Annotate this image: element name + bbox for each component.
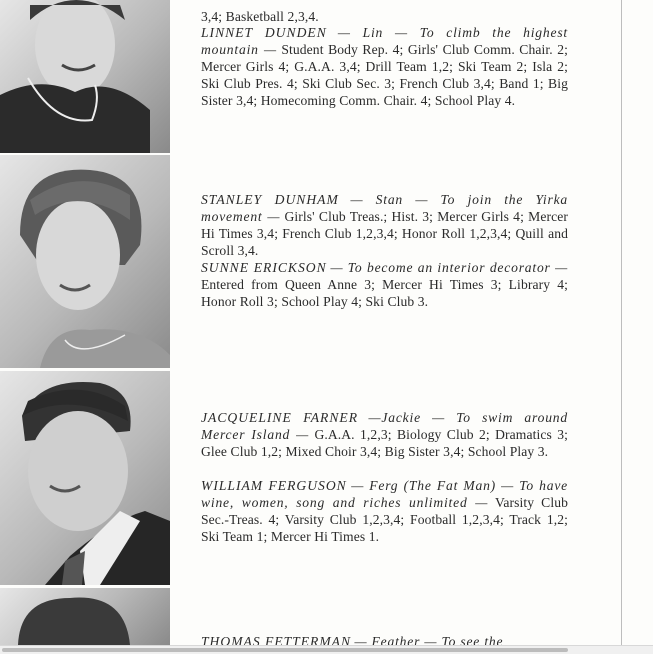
scrollbar-thumb[interactable]: [2, 648, 568, 652]
portrait-photo-dunham: [0, 155, 170, 368]
student-motto: — Lin — To climb the highest mountain —: [201, 25, 568, 57]
page-edge-divider: [621, 0, 622, 645]
entry-stanley-dunham: [201, 191, 568, 259]
entry-activities: 3,4; Basketball 2,3,4.: [201, 9, 319, 24]
student-activities: Student Body Rep. 4; Girls' Club Comm. Chair. 2; Mercer Girls 4; G.A.A. 3,4; Drill Team 1,2; Ski Team 2; Isla 2; Ski Club Pres. 4; Ski Club Sec. 3; French Club 3,4; Band 1; Big Sister 3,4; Homecoming Comm. Chair. 4; School Play 4.: [201, 42, 569, 108]
portrait-photo-farner: [0, 371, 170, 585]
student-motto: — To become an interior decorator —: [330, 260, 568, 275]
student-activities: Girls' Club Treas.; Hist. 3; Mercer Girls 4; Mercer Hi Times 3,4; French Club 1,2,3,4; Honor Roll 1,2,3,4; Quill and Scroll 3,4.: [201, 209, 568, 258]
entry-jacqueline-farner: [201, 409, 568, 460]
student-name: WILLIAM FERGUSON: [201, 478, 347, 493]
entry-linnet-dunden: [201, 24, 568, 109]
student-motto: — Feather — To see the: [354, 634, 504, 645]
student-name: THOMAS FETTERMAN: [201, 634, 352, 645]
student-motto: — Ferg (The Fat Man) — To have wine, women, song and riches unlimited —: [201, 478, 568, 510]
entry-william-ferguson: [201, 477, 568, 545]
student-activities: G.A.A. 1,2,3; Biology Club 2; Dramatics 3; Glee Club 1,2; Mixed Choir 3,4; Big Sister 3,4; School Play 3.: [201, 427, 568, 459]
portrait-photo-dunden: [0, 0, 170, 153]
student-motto: — Stan — To join the Yirka movement —: [201, 192, 569, 224]
student-name: STANLEY DUNHAM: [201, 192, 339, 207]
entry-continued: [201, 8, 568, 25]
student-activities: Varsity Club Sec.-Treas. 4; Varsity Club 1,2,3,4; Football 1,2,3,4; Track 1,2; Ski Team 1; Mercer Hi Times 1.: [201, 495, 568, 544]
student-name: SUNNE ERICKSON: [201, 260, 327, 275]
entry-sunne-erickson: [201, 259, 568, 310]
student-name: JACQUELINE FARNER: [201, 410, 359, 425]
portrait-photo-fetterman: [0, 588, 170, 645]
student-activities: Entered from Queen Anne 3; Mercer Hi Times 3; Library 4; Honor Roll 3; School Play 4; Ski Club 3.: [201, 277, 568, 309]
entry-thomas-fetterman: [201, 633, 568, 645]
student-name: LINNET DUNDEN: [201, 25, 327, 40]
student-motto: —Jackie — To swim around Mercer Island —: [201, 410, 569, 442]
